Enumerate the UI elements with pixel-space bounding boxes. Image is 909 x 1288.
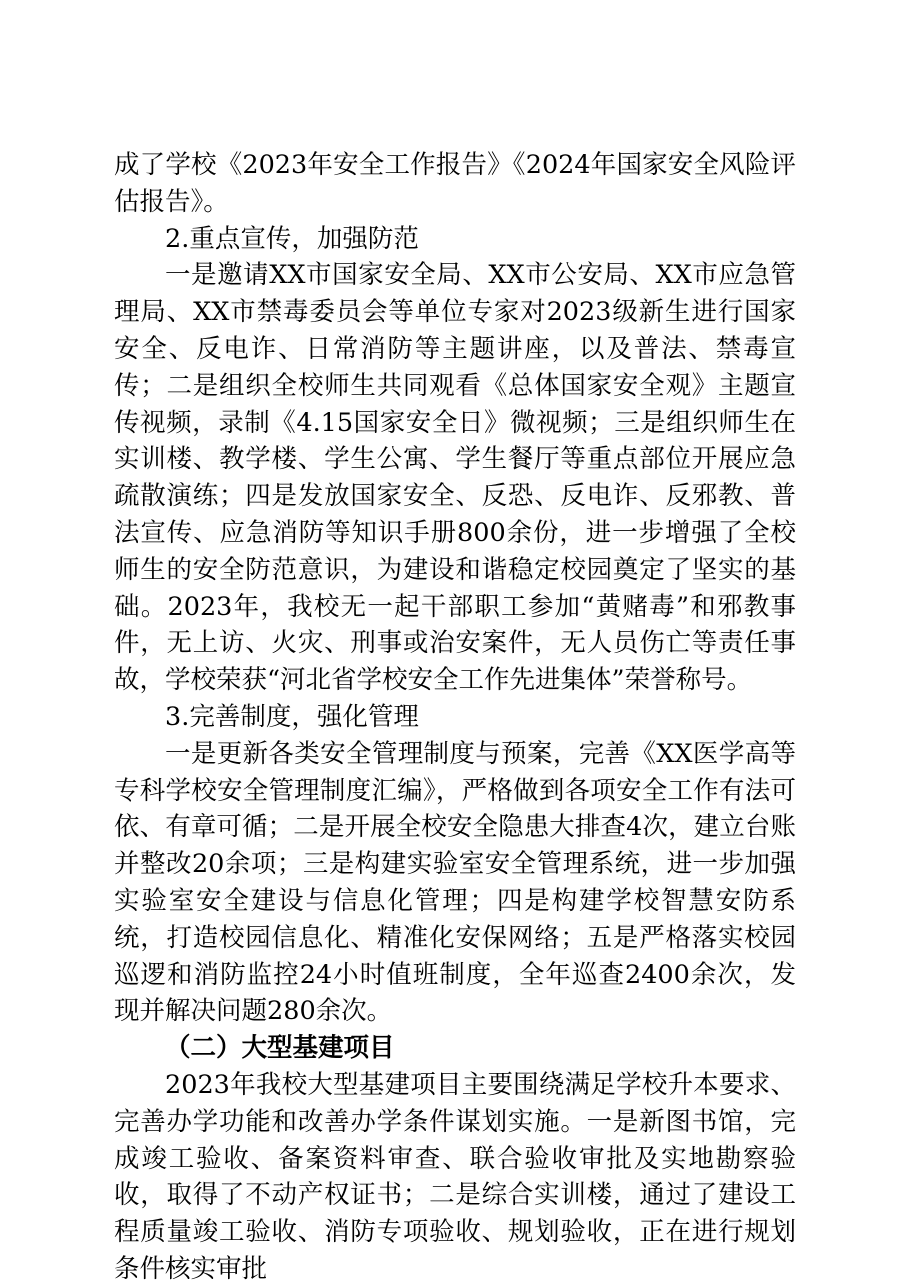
paragraph-publicity: 一是邀请XX市国家安全局、XX市公安局、XX市应急管理局、XX市禁毒委员会等单位专家对2023级新生进行国家安全、反电诈、日常消防等主题讲座，以及普法、禁毒宣传；二是组织全校师生共同观看《总体国家安全观》主题宣传视频，录制《4.15国家安全日》微视频；三是组织师生在实训楼、教学楼、学生公寓、学生餐厅等重点部位开展应急疏散演练；四是发放国家安全、反恐、反电诈、反邪教、普法宣传、应急消防等知识手册800余份，进一步增强了全校师生的安全防范意识，为建设和谐稳定校园奠定了坚实的基础。2023年，我校无一起干部职工参加“黄赌毒”和邪教事件，无上访、火灾、刑事或治安案件，无人员伤亡等责任事故，学校荣获“河北省学校安全工作先进集体”荣誉称号。 <box>114 260 796 696</box>
document-body <box>114 147 796 1288</box>
paragraph-continuation: 成了学校《2023年安全工作报告》《2024年国家安全风险评估报告》。 <box>114 150 796 217</box>
section-heading-construction: （二）大型基建项目 <box>165 1033 395 1064</box>
section-heading-publicity: 2.重点宣传，加强防范 <box>165 223 419 254</box>
section-heading-management: 3.完善制度，强化管理 <box>165 701 419 732</box>
paragraph-management: 一是更新各类安全管理制度与预案，完善《XX医学高等专科学校安全管理制度汇编》，严格做到各项安全工作有法可依、有章可循；二是开展全校安全隐患大排查4次，建立台账并整改20余项；三是构建实验室安全管理系统，进一步加强实验室安全建设与信息化管理；四是构建学校智慧安防系统，打造校园信息化、精准化安保网络；五是严格落实校园巡逻和消防监控24小时值班制度，全年巡查2400余次，发现并解决问题280余次。 <box>114 738 796 1027</box>
paragraph-construction: 2023年我校大型基建项目主要围绕满足学校升本要求、完善办学功能和改善办学条件谋划实施。一是新图书馆，完成竣工验收、备案资料审查、联合验收审批及实地勘察验收，取得了不动产权证书；二是综合实训楼，通过了建设工程质量竣工验收、消防专项验收、规划验收，正在进行规划条件核实审批 <box>114 1069 796 1284</box>
